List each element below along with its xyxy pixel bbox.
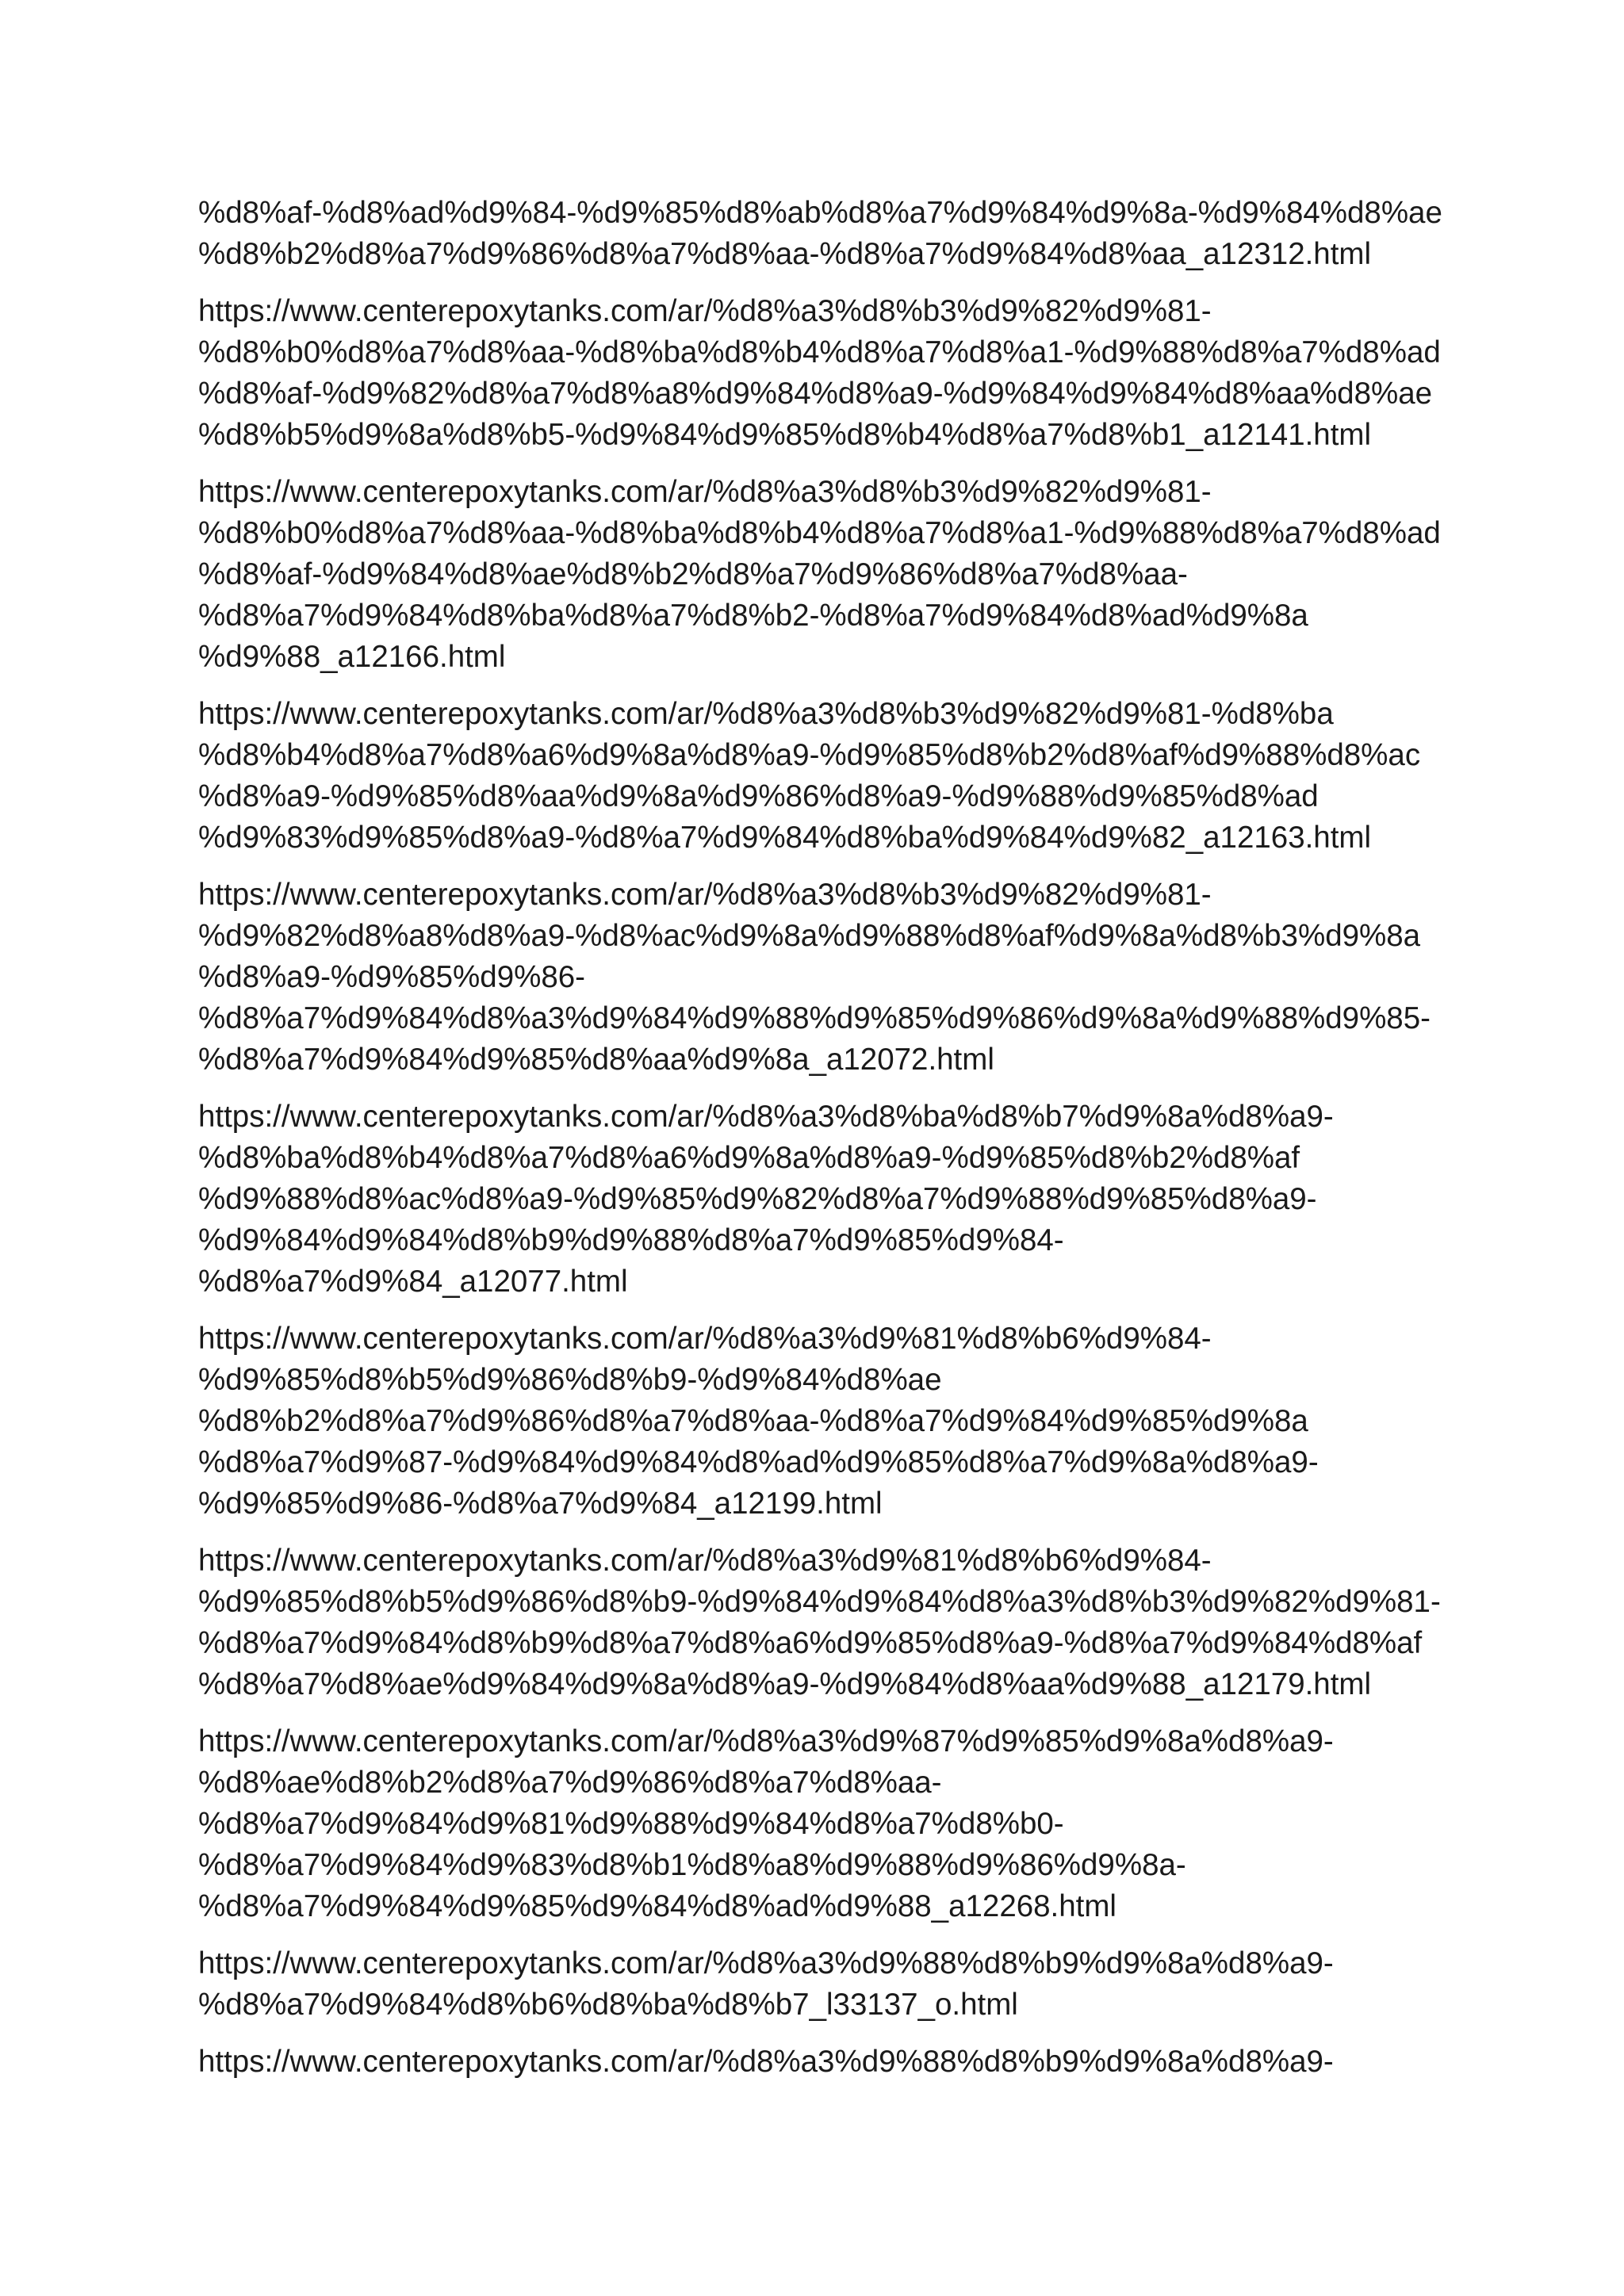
url-line: %d8%a7%d9%84%d9%85%d8%aa%d9%8a_a12072.html [198, 1043, 994, 1077]
url-line: %d8%b2%d8%a7%d9%86%d8%a7%d8%aa-%d8%a7%d9%84%d8%aa_a12312.html [198, 237, 1372, 271]
url-entry [198, 1721, 1435, 1927]
url-entry [198, 1318, 1435, 1525]
url-line: %d8%b4%d8%a7%d8%a6%d9%8a%d8%a9-%d9%85%d8%b2%d8%af%d9%88%d8%ac [198, 738, 1421, 772]
url-line: https://www.centerepoxytanks.com/ar/%d8%a3%d8%b3%d9%82%d9%81- [198, 475, 1212, 509]
url-line: %d8%a7%d8%ae%d9%84%d9%8a%d8%a9-%d9%84%d8%aa%d9%88_a12179.html [198, 1667, 1372, 1701]
url-line: %d9%84%d9%84%d8%b9%d9%88%d8%a7%d9%85%d9%84- [198, 1223, 1064, 1257]
url-line: %d9%88%d8%ac%d8%a9-%d9%85%d9%82%d8%a7%d9%88%d9%85%d8%a9- [198, 1182, 1317, 1216]
document-body [198, 193, 1442, 2099]
url-entry [198, 472, 1441, 678]
url-line: %d8%b5%d9%8a%d8%b5-%d9%84%d9%85%d8%b4%d8%a7%d8%b1_a12141.html [198, 418, 1372, 452]
url-line: %d9%85%d8%b5%d9%86%d8%b9-%d9%84%d9%84%d8%a3%d8%b3%d9%82%d9%81- [198, 1585, 1441, 1619]
url-line: https://www.centerepoxytanks.com/ar/%d8%a3%d9%88%d8%b9%d9%8a%d8%a9- [198, 2045, 1334, 2079]
url-line: %d8%af-%d9%82%d8%a7%d8%a8%d9%84%d8%a9-%d9%84%d9%84%d8%aa%d8%ae [198, 377, 1433, 411]
url-line: https://www.centerepoxytanks.com/ar/%d8%a3%d9%81%d8%b6%d9%84- [198, 1322, 1212, 1356]
url-line: %d8%b0%d8%a7%d8%aa-%d8%ba%d8%b4%d8%a7%d8%a1-%d9%88%d8%a7%d8%ad [198, 516, 1441, 550]
url-line: https://www.centerepoxytanks.com/ar/%d8%a3%d8%b3%d9%82%d9%81-%d8%ba [198, 697, 1334, 731]
url-line: https://www.centerepoxytanks.com/ar/%d8%a3%d9%81%d8%b6%d9%84- [198, 1544, 1212, 1578]
url-line: %d8%ae%d8%b2%d8%a7%d9%86%d8%a7%d8%aa- [198, 1766, 942, 1800]
url-line: %d8%a7%d9%84%d9%81%d9%88%d9%84%d8%a7%d8%b0- [198, 1807, 1064, 1841]
url-line: https://www.centerepoxytanks.com/ar/%d8%a3%d8%b3%d9%82%d9%81- [198, 878, 1212, 912]
url-line: %d8%ba%d8%b4%d8%a7%d8%a6%d9%8a%d8%a9-%d9%85%d8%b2%d8%af [198, 1141, 1300, 1175]
url-line: %d8%af-%d9%84%d8%ae%d8%b2%d8%a7%d9%86%d8%a7%d8%aa- [198, 557, 1188, 591]
url-line: %d8%a7%d9%84%d8%b9%d8%a7%d8%a6%d9%85%d8%a9-%d8%a7%d9%84%d8%af [198, 1626, 1423, 1660]
url-line: %d8%af-%d8%ad%d9%84-%d9%85%d8%ab%d8%a7%d9%84%d9%8a-%d9%84%d8%ae [198, 196, 1442, 230]
url-line: %d8%a7%d9%84%d8%b6%d8%ba%d8%b7_l33137_o.html [198, 1988, 1018, 2022]
url-line: %d8%a7%d9%84%d8%a3%d9%84%d9%88%d9%85%d9%86%d9%8a%d9%88%d9%85- [198, 1001, 1431, 1035]
url-entry [198, 291, 1441, 456]
url-line: %d8%a7%d9%84%d9%83%d8%b1%d8%a8%d9%88%d9%86%d9%8a- [198, 1848, 1186, 1882]
url-line: %d8%a9-%d9%85%d9%86- [198, 960, 585, 994]
url-line: %d9%82%d8%a8%d8%a9-%d8%ac%d9%8a%d9%88%d8%af%d9%8a%d8%b3%d9%8a [198, 919, 1421, 953]
url-line: https://www.centerepoxytanks.com/ar/%d8%a3%d8%ba%d8%b7%d9%8a%d8%a9- [198, 1100, 1334, 1134]
url-line: %d8%a7%d9%84%d8%ba%d8%a7%d8%b2-%d8%a7%d9%84%d8%ad%d9%8a [198, 599, 1308, 633]
url-line: https://www.centerepoxytanks.com/ar/%d8%a3%d8%b3%d9%82%d9%81- [198, 294, 1212, 328]
url-line: %d8%a7%d9%84_a12077.html [198, 1265, 628, 1299]
url-line: %d8%a9-%d9%85%d8%aa%d9%8a%d9%86%d8%a9-%d9%88%d9%85%d8%ad [198, 779, 1319, 813]
url-line: https://www.centerepoxytanks.com/ar/%d8%a3%d9%88%d8%b9%d9%8a%d8%a9- [198, 1946, 1334, 1980]
url-entry [198, 1096, 1435, 1303]
url-entry [198, 1540, 1441, 1705]
url-entry [198, 874, 1435, 1081]
url-entry [198, 694, 1435, 859]
url-entry [198, 2042, 1435, 2083]
url-entry [198, 193, 1442, 275]
url-line: %d8%a7%d9%84%d9%85%d9%84%d8%ad%d9%88_a12268.html [198, 1889, 1116, 1923]
url-line: %d8%b2%d8%a7%d9%86%d8%a7%d8%aa-%d8%a7%d9%84%d9%85%d9%8a [198, 1404, 1308, 1438]
url-entry [198, 1943, 1435, 2026]
url-line: %d8%b0%d8%a7%d8%aa-%d8%ba%d8%b4%d8%a7%d8%a1-%d9%88%d8%a7%d8%ad [198, 335, 1441, 369]
url-line: %d9%88_a12166.html [198, 640, 506, 674]
url-line: https://www.centerepoxytanks.com/ar/%d8%a3%d9%87%d9%85%d9%8a%d8%a9- [198, 1724, 1334, 1758]
url-line: %d9%85%d9%86-%d8%a7%d9%84_a12199.html [198, 1487, 883, 1521]
url-line: %d9%83%d9%85%d8%a9-%d8%a7%d9%84%d8%ba%d9%84%d9%82_a12163.html [198, 821, 1372, 855]
url-line: %d9%85%d8%b5%d9%86%d8%b9-%d9%84%d8%ae [198, 1363, 942, 1397]
url-line: %d8%a7%d9%87-%d9%84%d9%84%d8%ad%d9%85%d8%a7%d9%8a%d8%a9- [198, 1445, 1319, 1479]
